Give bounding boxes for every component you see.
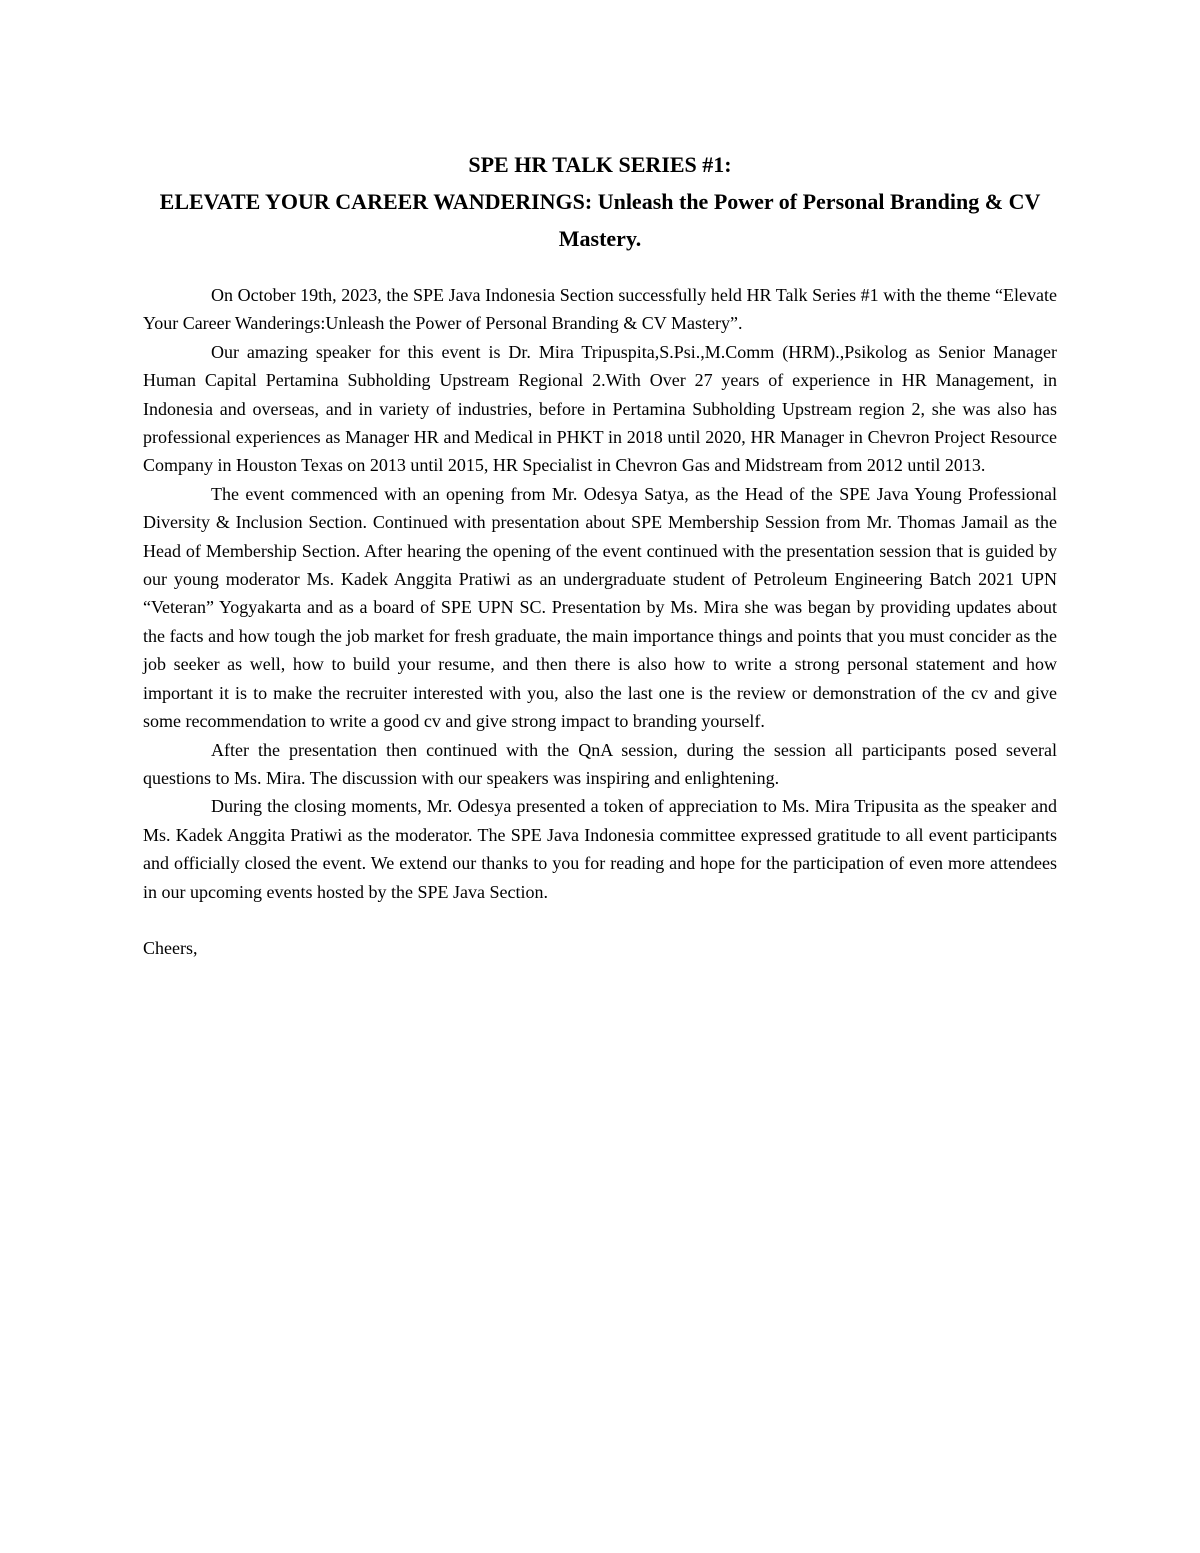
document-page: [143, 146, 1057, 962]
closing-signoff: Cheers,: [143, 937, 198, 958]
paragraph-speaker: Our amazing speaker for this event is Dr. Mira Tripuspita,S.Psi.,M.Comm (HRM).,Psikolog as Senior Manager Human Capital Pertamina Subholding Upstream Regional 2.With Over 27 years of experience in HR Management, in Indonesia and overseas, and in variety of industries, before in Pertamina Subholding Upstream region 2, she was also has professional experiences as Manager HR and Medical in PHKT in 2018 until 2020, HR Manager in Chevron Project Resource Company in Houston Texas on 2013 until 2015, HR Specialist in Chevron Gas and Midstream from 2012 until 2013.: [143, 341, 1057, 476]
paragraph-closing-moments: During the closing moments, Mr. Odesya presented a token of appreciation to Ms. Mira Tripusita as the speaker and Ms. Kadek Anggita Pratiwi as the moderator. The SPE Java Indonesia committee expressed gratitude to all event participants and officially closed the event. We extend our thanks to you for reading and hope for the participation of even more attendees in our upcoming events hosted by the SPE Java Section.: [143, 796, 1057, 902]
title-theme-line: ELEVATE YOUR CAREER WANDERINGS: Unleash the Power of Personal Branding & CV Mastery.: [159, 189, 1041, 251]
paragraph-intro: On October 19th, 2023, the SPE Java Indonesia Section successfully held HR Talk Series #1 with the theme “Elevate Your Career Wanderings:Unleash the Power of Personal Branding & CV Mastery”.: [143, 285, 1057, 334]
title-series-line: SPE HR TALK SERIES #1:: [468, 152, 732, 177]
paragraph-event-proceedings: The event commenced with an opening from Mr. Odesya Satya, as the Head of the SPE Java Young Professional Diversity & Inclusion Section. Continued with presentation about SPE Membership Session from Mr. Thomas Jamail as the Head of Membership Section. After hearing the opening of the event continued with the presentation session that is guided by our young moderator Ms. Kadek Anggita Pratiwi as an undergraduate student of Petroleum Engineering Batch 2021 UPN “Veteran” Yogyakarta and as a board of SPE UPN SC. Presentation by Ms. Mira she was began by providing updates about the facts and how tough the job market for fresh graduate, the main importance things and points that you must concider as the job seeker as well, how to build your resume, and then there is also how to write a strong personal statement and how important it is to make the recruiter interested with you, also the last one is the review or demonstration of the cv and give some recommendation to write a good cv and give strong impact to branding yourself.: [143, 483, 1057, 732]
document-title: [143, 146, 1057, 257]
paragraph-qna: After the presentation then continued with the QnA session, during the session all participants posed several questions to Ms. Mira. The discussion with our speakers was inspiring and enlightening.: [143, 739, 1057, 788]
document-body: [143, 281, 1057, 906]
